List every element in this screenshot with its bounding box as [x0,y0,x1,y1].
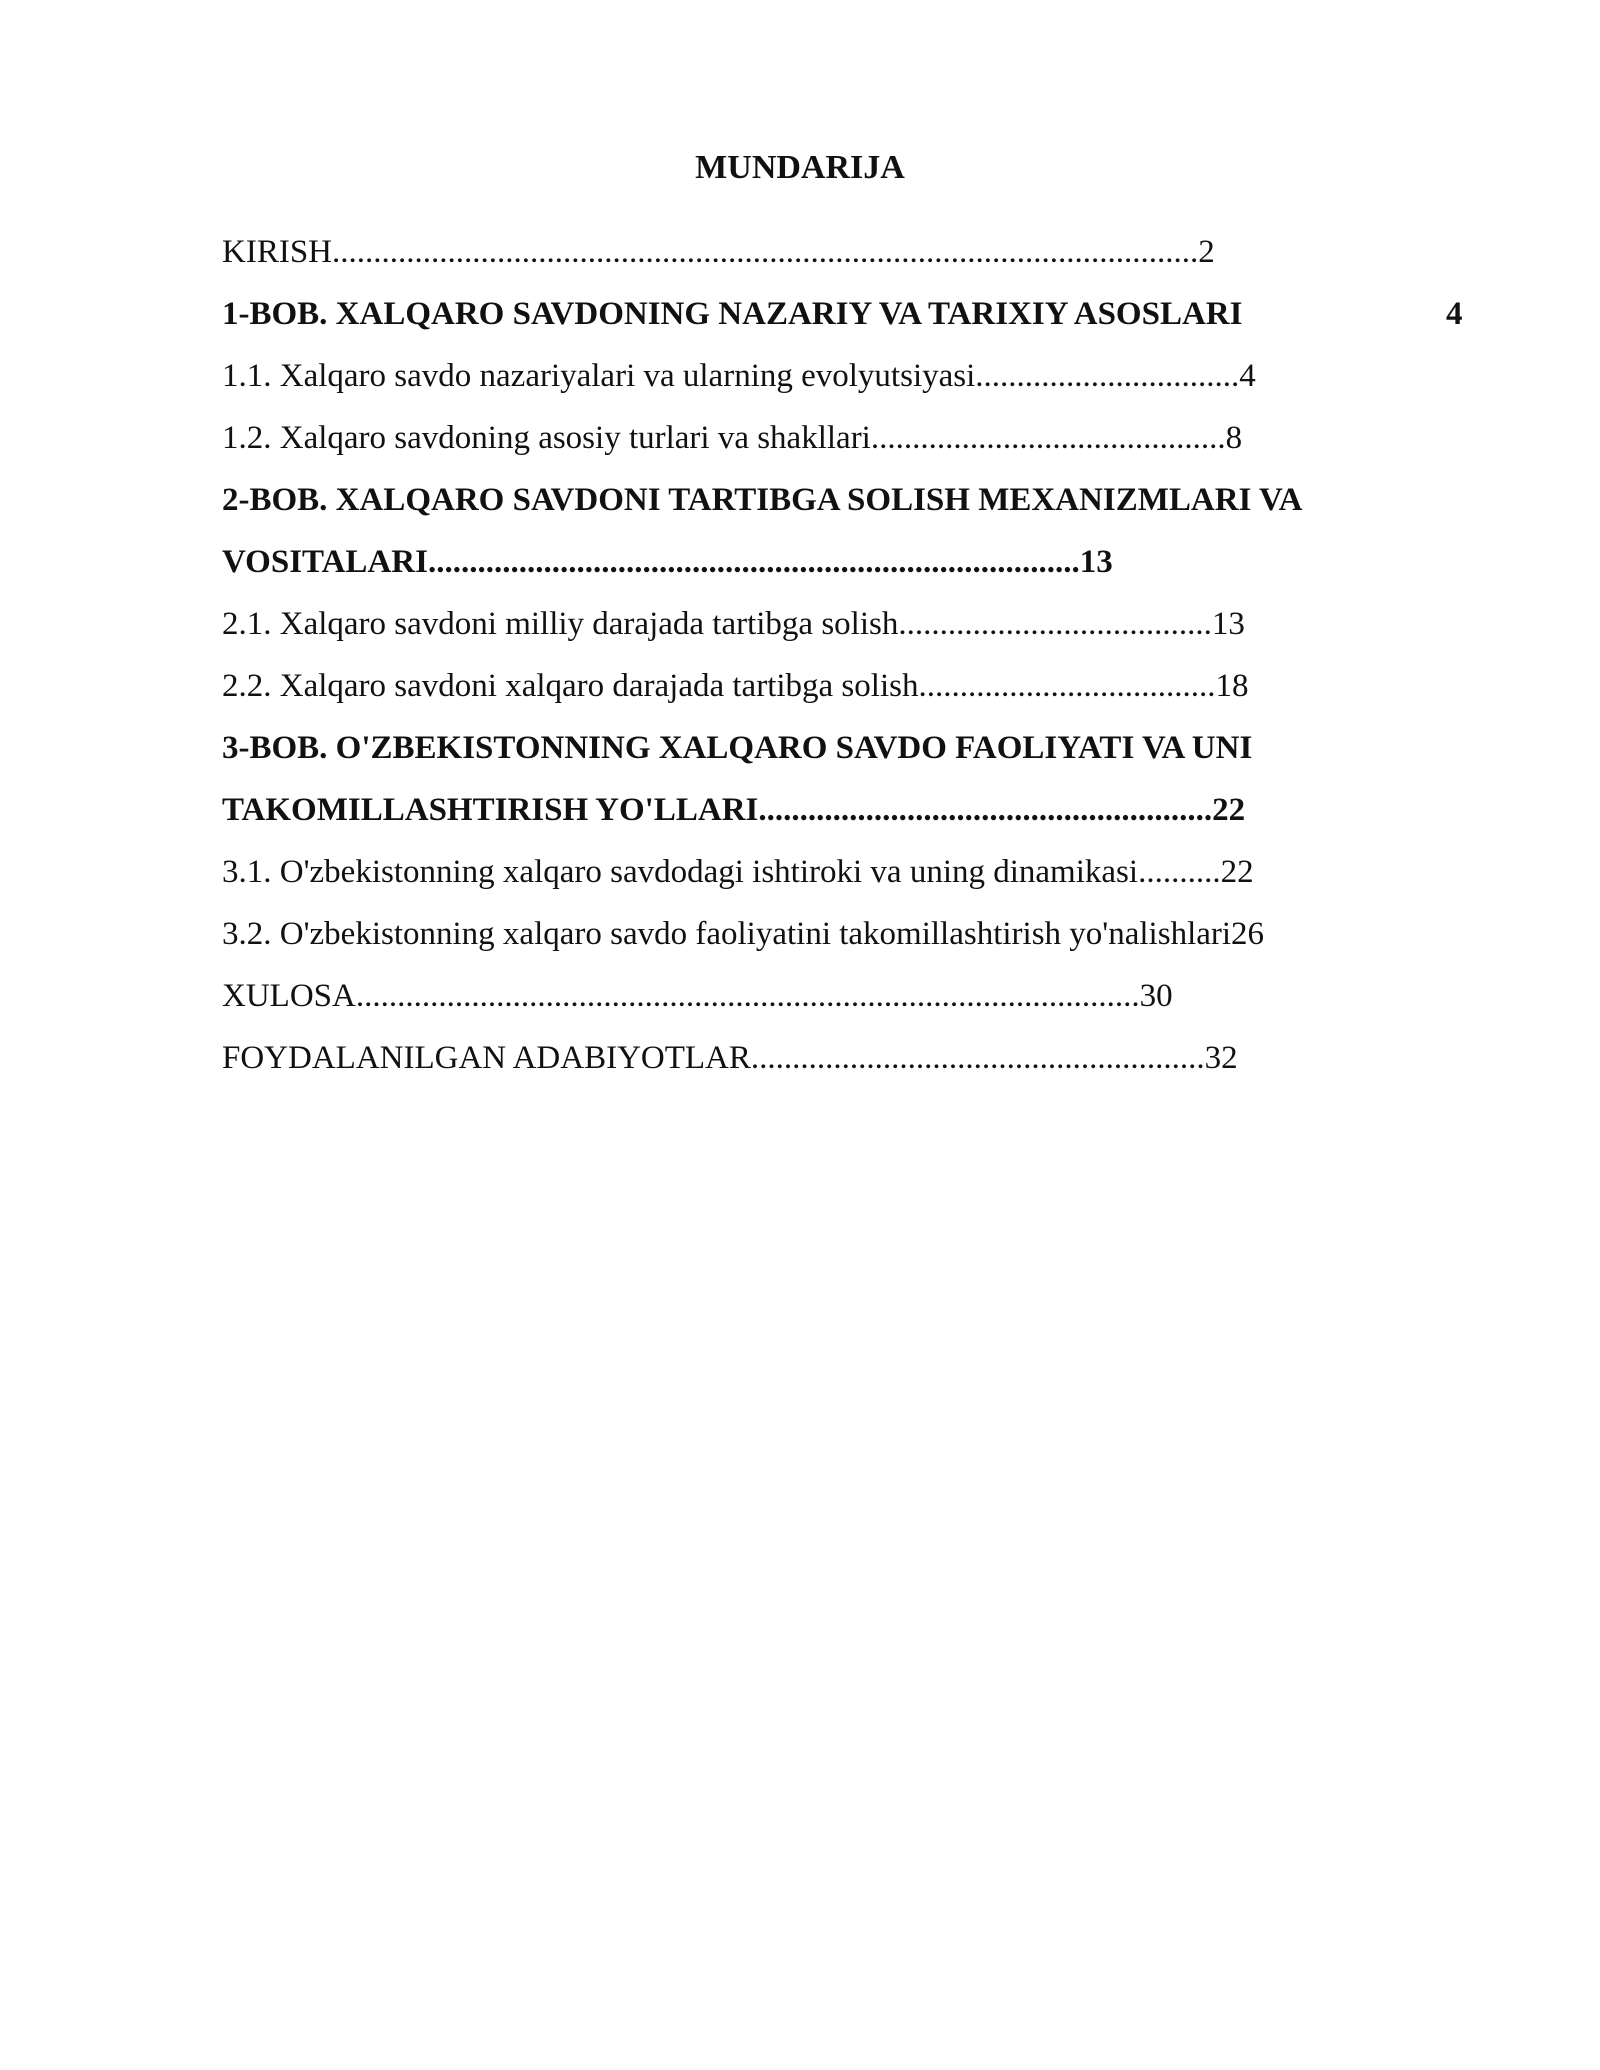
toc-entry-text: FOYDALANILGAN ADABIYOTLAR [222,1040,751,1076]
page-title: MUNDARIJA [695,149,905,186]
toc-entry-text: TAKOMILLASHTIRISH YO'LLARI [222,792,759,828]
toc-page-number: 30 [1139,978,1173,1014]
toc-leader-dots: .......... [1138,854,1221,890]
toc-leader-dots: ............................................................................................... [355,978,1140,1014]
toc-page-number: 4 [1239,358,1256,394]
toc-entry-chapter-2-line1[interactable] [222,480,1302,520]
toc-entry-chapter-2-line2[interactable] [222,542,1113,582]
toc-page-number: 26 [1231,916,1265,952]
toc-entry-text: VOSITALARI [222,544,428,580]
toc-entry-2-1[interactable] [222,604,1245,644]
toc-leader-dots: ......................................................................................................... [332,234,1199,270]
toc-entry-text: KIRISH [222,234,333,270]
toc-entry-text: 2-BOB. XALQARO SAVDONI TARTIBGA SOLISH MEXANIZMLARI VA [222,482,1303,518]
toc-entry-text: 3-BOB. O'ZBEKISTONNING XALQARO SAVDO FAOLIYATI VA UNI [222,730,1253,766]
toc-entry-text: 3.2. O'zbekistonning xalqaro savdo faoliyatini takomillashtirish yo'nalishlari [222,916,1232,952]
toc-entry-1-1[interactable] [222,356,1256,396]
toc-page-number: 22 [1220,854,1254,890]
toc-entry-2-2[interactable] [222,666,1248,706]
toc-leader-dots: .................................... [918,668,1216,704]
toc-entry-chapter-3-line2[interactable] [222,790,1245,830]
toc-page-number: 18 [1215,668,1249,704]
toc-leader-dots: ....................................................... [758,792,1213,828]
toc-leader-dots: ........................................... [870,420,1226,456]
toc-entry-text: 1.1. Xalqaro savdo nazariyalari va ularning evolyutsiyasi [222,358,976,394]
toc-leader-dots: ...................................... [898,606,1212,642]
toc-entry-3-1[interactable] [222,852,1254,892]
toc-page-number: 2 [1198,234,1215,270]
toc-entry-text: XULOSA [222,978,356,1014]
toc-entry-3-2[interactable] [222,914,1264,954]
toc-entry-chapter-3-line1[interactable] [222,728,1252,768]
toc-leader-dots: ............................................................................... [427,544,1080,580]
toc-page-number: 22 [1212,792,1246,828]
toc-page-number: 13 [1211,606,1245,642]
toc-entry-text: 3.1. O'zbekistonning xalqaro savdodagi ishtiroki va uning dinamikasi [222,854,1139,890]
toc-entry-kirish[interactable] [222,232,1215,272]
toc-page-number: 13 [1079,544,1113,580]
toc-entry-1-2[interactable] [222,418,1242,458]
toc-entry-chapter-1[interactable] [222,294,1242,334]
toc-entry-text: 1-BOB. XALQARO SAVDONING NAZARIY VA TARIXIY ASOSLARI [222,296,1243,332]
toc-leader-dots: ....................................................... [750,1040,1205,1076]
toc-entry-text: 2.1. Xalqaro savdoni milliy darajada tartibga solish [222,606,899,642]
toc-page-number: 4 [1446,296,1463,332]
toc-entry-xulosa[interactable] [222,976,1173,1016]
toc-entry-text: 1.2. Xalqaro savdoning asosiy turlari va shakllari [222,420,871,456]
toc-page-number: 8 [1225,420,1243,456]
toc-entry-adabiyotlar[interactable] [222,1038,1238,1078]
toc-entry-text: 2.2. Xalqaro savdoni xalqaro darajada tartibga solish [222,668,919,704]
toc-leader-dots: ................................ [975,358,1240,394]
toc-page-number: 32 [1204,1040,1238,1076]
